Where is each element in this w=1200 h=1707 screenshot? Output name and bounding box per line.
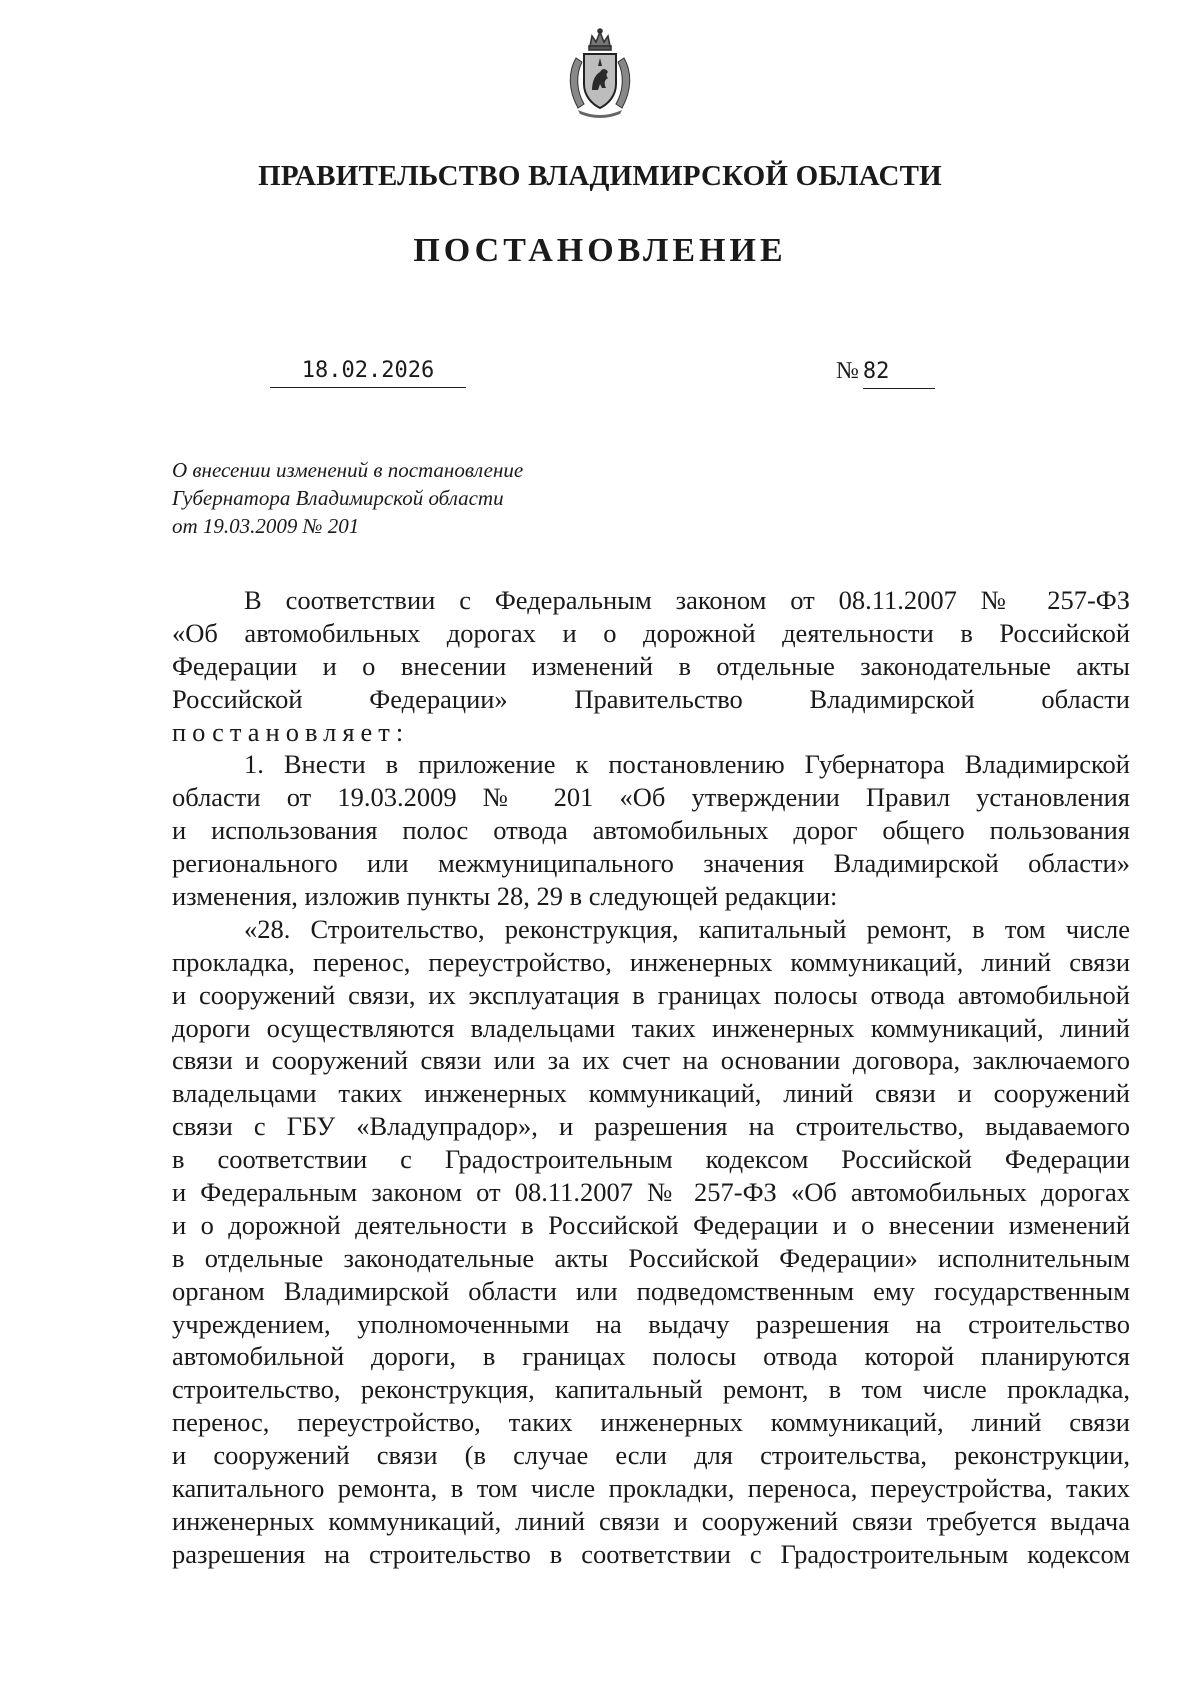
- body-line: и использования полос отвода автомобильных дорог общего пользования: [172, 815, 1130, 846]
- body-line: области от 19.03.2009 № 201 «Об утверждении Правил установления: [172, 782, 1130, 813]
- body-line: разрешения на строительство в соответствии с Градостроительным кодексом: [172, 1538, 1130, 1569]
- body-line: постановляет:: [172, 716, 410, 747]
- body-line: перенос, переустройство, таких инженерных коммуникаций, линий связи: [172, 1407, 1130, 1438]
- document-type-heading: ПОСТАНОВЛЕНИЕ: [413, 232, 787, 269]
- body-line: и сооружений связи, их эксплуатация в границах полосы отвода автомобильной: [172, 979, 1130, 1010]
- document-body: [172, 584, 1130, 1571]
- body-line: связи с ГБУ «Владупрадор», и разрешения на строительство, выдаваемого: [172, 1111, 1130, 1142]
- body-line: в соответствии с Градостроительным кодексом Российской Федерации: [172, 1144, 1130, 1175]
- body-line: 1. Внести в приложение к постановлению Губернатора Владимирской: [244, 749, 1130, 780]
- body-line: связи и сооружений связи или за их счет на основании договора, заключаемого: [172, 1045, 1130, 1076]
- number-sign: №: [836, 358, 859, 384]
- body-line: учреждением, уполномоченными на выдачу разрешения на строительство: [172, 1308, 1130, 1339]
- body-line: инженерных коммуникаций, линий связи и сооружений связи требуется выдача: [172, 1505, 1130, 1536]
- body-line: органом Владимирской области или подведомственным ему государственным: [172, 1275, 1130, 1306]
- body-line: автомобильной дороги, в границах полосы отвода которой планируются: [172, 1341, 1130, 1372]
- body-line: прокладка, перенос, переустройство, инженерных коммуникаций, линий связи: [172, 946, 1130, 977]
- number-value: 82: [863, 359, 935, 389]
- body-line: изменения, изложив пункты 28, 29 в следующей редакции:: [172, 881, 838, 912]
- body-line: в отдельные законодательные акты Российской Федерации» исполнительным: [172, 1242, 1130, 1273]
- document-date: 18.02.2026: [270, 358, 466, 388]
- body-line: владельцами таких инженерных коммуникаций, линий связи и сооружений: [172, 1078, 1130, 1109]
- body-line: «Об автомобильных дорогах и о дорожной деятельности в Российской: [172, 617, 1130, 648]
- subject-line: О внесении изменений в постановление: [172, 458, 524, 482]
- subject-line: от 19.03.2009 № 201: [172, 514, 360, 538]
- body-line: «28. Строительство, реконструкция, капитальный ремонт, в том числе: [244, 913, 1130, 944]
- body-line: и сооружений связи (в случае если для строительства, реконструкции,: [172, 1440, 1130, 1471]
- document-subject: [172, 456, 632, 540]
- subject-line: Губернатора Владимирской области: [172, 486, 504, 510]
- body-line: В соответствии с Федеральным законом от 08.11.2007 № 257-ФЗ: [244, 585, 1130, 615]
- body-line: дороги осуществляются владельцами таких инженерных коммуникаций, линий: [172, 1012, 1130, 1043]
- body-line: и Федеральным законом от 08.11.2007 № 257-ФЗ «Об автомобильных дорогах: [172, 1177, 1130, 1208]
- body-line: строительство, реконструкция, капитальный ремонт, в том числе прокладка,: [172, 1374, 1130, 1405]
- body-line: регионального или межмуниципального значения Владимирской области»: [172, 848, 1130, 879]
- document-number: [836, 358, 935, 389]
- coat-of-arms-icon: [562, 28, 638, 118]
- body-line: и о дорожной деятельности в Российской Федерации и о внесении изменений: [172, 1209, 1130, 1240]
- body-line: Российской Федерации» Правительство Владимирской области: [172, 683, 1130, 714]
- government-title: ПРАВИТЕЛЬСТВО ВЛАДИМИРСКОЙ ОБЛАСТИ: [258, 160, 942, 192]
- body-line: Федерации и о внесении изменений в отдельные законодательные акты: [172, 650, 1130, 681]
- body-line: капитального ремонта, в том числе прокладки, переноса, переустройства, таких: [172, 1473, 1130, 1504]
